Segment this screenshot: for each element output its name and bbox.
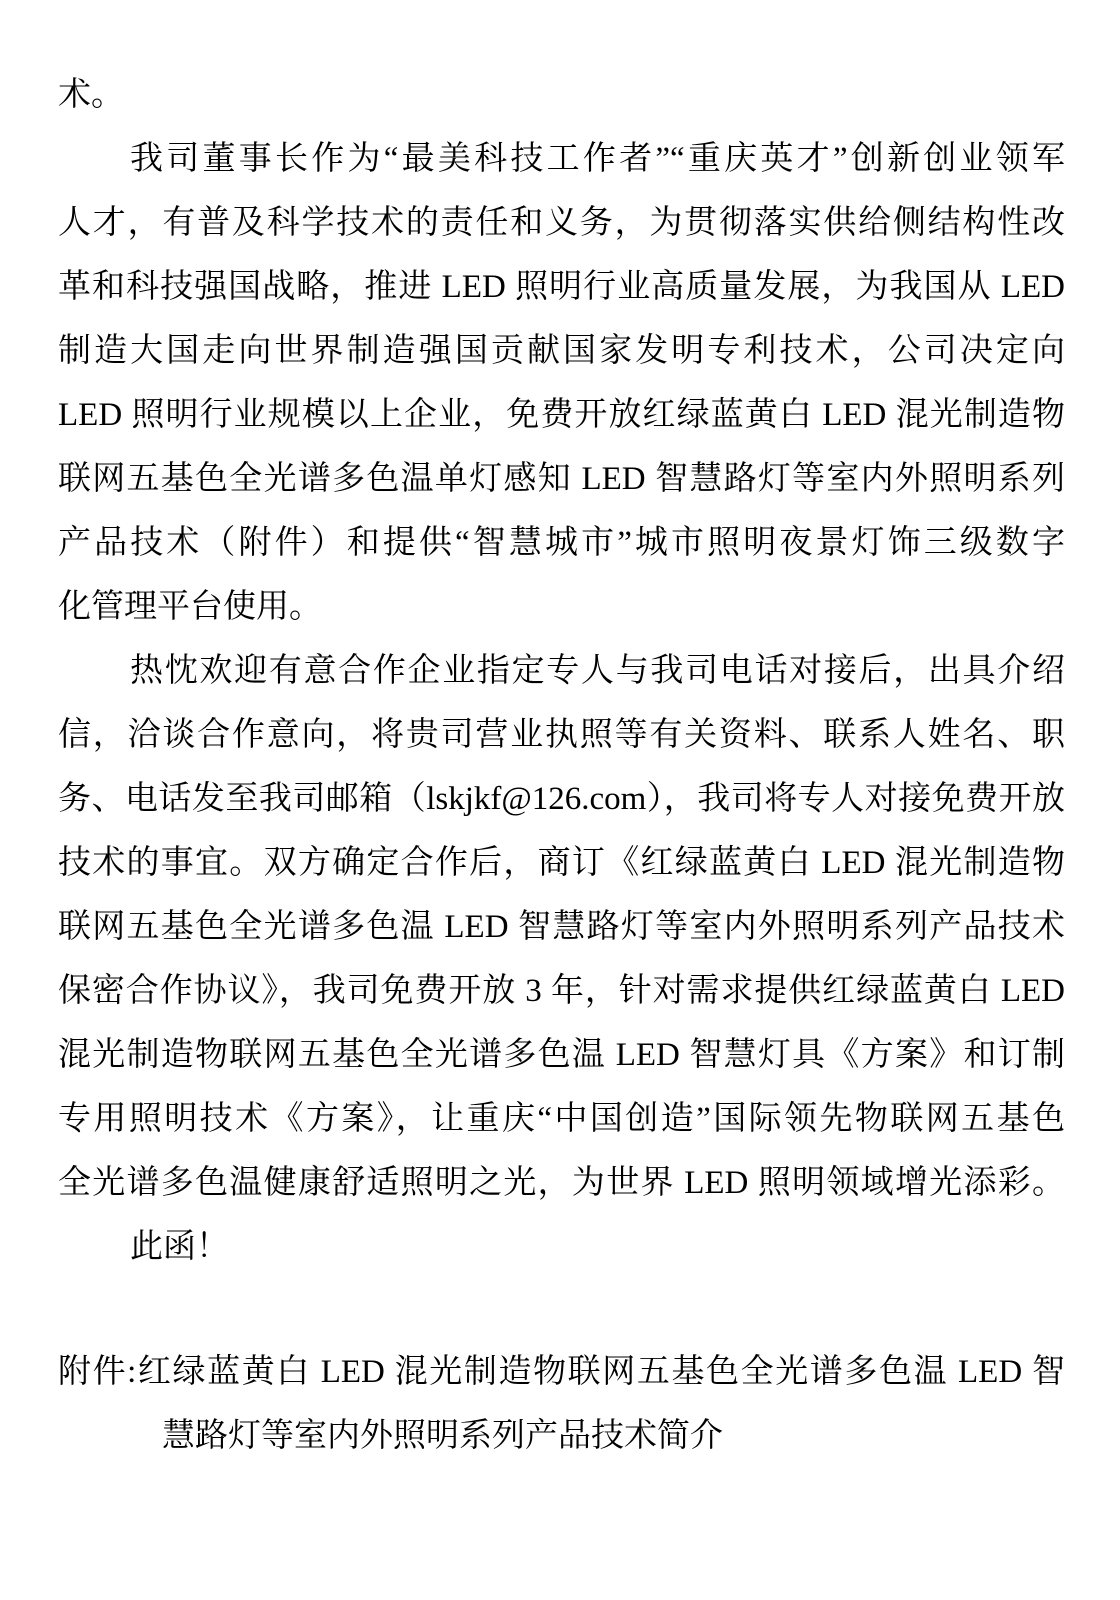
- body-lines: [58, 63, 1065, 1279]
- text-line: LED 照明行业规模以上企业，免费开放红绿蓝黄白 LED 混光制造物: [58, 397, 1065, 433]
- text-line: 技术的事宜。双方确定合作后，商订《红绿蓝黄白 LED 混光制造物: [58, 845, 1065, 881]
- attachment-note: [58, 1340, 1065, 1468]
- text-line: 联网五基色全光谱多色温 LED 智慧路灯等室内外照明系列产品技术: [58, 909, 1065, 945]
- text-line: 术。: [58, 77, 124, 113]
- text-line: 保密合作协议》，我司免费开放 3 年，针对需求提供红绿蓝黄白 LED: [58, 973, 1065, 1009]
- text-line: 混光制造物联网五基色全光谱多色温 LED 智慧灯具《方案》和订制: [58, 1037, 1065, 1073]
- text-line: 务、电话发至我司邮箱（lskjkf@126.com），我司将专人对接免费开放: [58, 781, 1065, 817]
- text-line: 革和科技强国战略，推进 LED 照明行业高质量发展，为我国从 LED: [58, 269, 1065, 305]
- text-line: 专用照明技术《方案》，让重庆“中国创造”国际领先物联网五基色: [58, 1101, 1065, 1137]
- text-line: 联网五基色全光谱多色温单灯感知 LED 智慧路灯等室内外照明系列: [58, 461, 1065, 497]
- text-line: 制造大国走向世界制造强国贡献国家发明专利技术，公司决定向: [58, 333, 1065, 369]
- attachment-line-1: 附件:红绿蓝黄白 LED 混光制造物联网五基色全光谱多色温 LED 智: [58, 1354, 1065, 1390]
- text-line: 产品技术（附件）和提供“智慧城市”城市照明夜景灯饰三级数字: [58, 525, 1065, 561]
- text-line: 全光谱多色温健康舒适照明之光，为世界 LED 照明领域增光添彩。: [58, 1165, 1065, 1201]
- text-line: 热忱欢迎有意合作企业指定专人与我司电话对接后，出具介绍: [130, 653, 1065, 689]
- text-line: 人才，有普及科学技术的责任和义务，为贯彻落实供给侧结构性改: [58, 205, 1065, 241]
- text-line: 此函！: [130, 1229, 229, 1265]
- text-line: 信，洽谈合作意向，将贵司营业执照等有关资料、联系人姓名、职: [58, 717, 1065, 753]
- text-line: 化管理平台使用。: [58, 589, 322, 625]
- attachment-line-2: 慧路灯等室内外照明系列产品技术简介: [162, 1418, 723, 1454]
- text-line: 我司董事长作为“最美科技工作者”“重庆英才”创新创业领军: [130, 141, 1065, 177]
